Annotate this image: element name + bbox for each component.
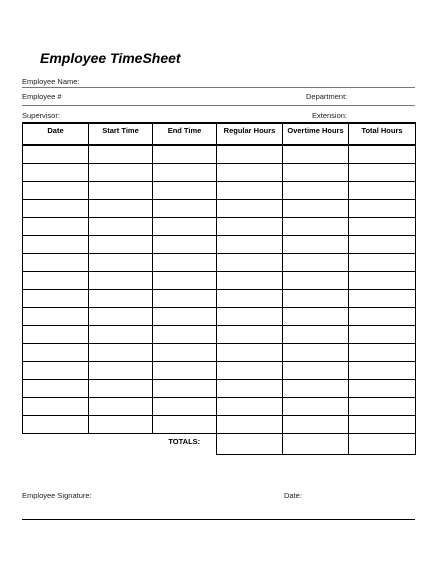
total-hours-cell[interactable] [349, 434, 416, 455]
total-hours-cell[interactable] [349, 416, 416, 434]
overtime-hours-cell[interactable] [283, 326, 349, 344]
total-hours-cell[interactable] [349, 164, 416, 182]
overtime-hours-cell[interactable] [283, 164, 349, 182]
table-row [23, 272, 416, 290]
end-time-cell[interactable] [153, 308, 217, 326]
end-time-cell[interactable] [153, 164, 217, 182]
date-cell[interactable] [23, 145, 89, 164]
date-cell[interactable] [23, 308, 89, 326]
end-time-cell[interactable] [153, 218, 217, 236]
total-hours-cell[interactable] [349, 236, 416, 254]
start-time-cell[interactable] [89, 182, 153, 200]
overtime-hours-cell[interactable] [283, 290, 349, 308]
totals-spacer [23, 434, 89, 455]
start-time-cell[interactable] [89, 362, 153, 380]
table-row [23, 398, 416, 416]
date-cell[interactable] [23, 398, 89, 416]
end-time-cell[interactable] [153, 290, 217, 308]
start-time-cell[interactable] [89, 380, 153, 398]
overtime-hours-cell[interactable] [283, 344, 349, 362]
timesheet-table [22, 122, 416, 455]
regular-hours-cell[interactable] [217, 326, 283, 344]
end-time-cell[interactable] [153, 182, 217, 200]
start-time-cell[interactable] [89, 145, 153, 164]
header-end-time: End Time [153, 123, 217, 145]
total-hours-cell[interactable] [349, 145, 416, 164]
end-time-cell[interactable] [153, 145, 217, 164]
table-row [23, 308, 416, 326]
total-hours-cell[interactable] [349, 218, 416, 236]
date-cell[interactable] [23, 380, 89, 398]
employee-number-label: Employee # [22, 92, 62, 101]
regular-hours-cell[interactable] [217, 398, 283, 416]
date-cell[interactable] [23, 218, 89, 236]
totals-spacer [89, 434, 153, 455]
total-hours-cell[interactable] [349, 362, 416, 380]
total-hours-cell[interactable] [349, 254, 416, 272]
table-row [23, 380, 416, 398]
supervisor-label: Supervisor: [22, 111, 60, 120]
page-title: Employee TimeSheet [40, 50, 181, 66]
start-time-cell[interactable] [89, 326, 153, 344]
total-overtime-hours-cell[interactable] [283, 434, 349, 455]
date-cell[interactable] [23, 182, 89, 200]
start-time-cell[interactable] [89, 218, 153, 236]
signature-line[interactable] [22, 519, 415, 520]
header-total-hours: Total Hours [349, 123, 416, 145]
start-time-cell[interactable] [89, 272, 153, 290]
end-time-cell[interactable] [153, 272, 217, 290]
date-cell[interactable] [23, 164, 89, 182]
start-time-cell[interactable] [89, 416, 153, 434]
employee-name-label: Employee Name: [22, 77, 80, 86]
regular-hours-cell[interactable] [217, 200, 283, 218]
start-time-cell[interactable] [89, 344, 153, 362]
department-label: Department: [306, 92, 348, 101]
totals-label: TOTALS: [168, 437, 201, 446]
overtime-hours-cell[interactable] [283, 308, 349, 326]
table-row [23, 236, 416, 254]
end-time-cell[interactable] [153, 398, 217, 416]
start-time-cell[interactable] [89, 200, 153, 218]
regular-hours-cell[interactable] [217, 380, 283, 398]
total-hours-cell[interactable] [349, 380, 416, 398]
regular-hours-cell[interactable] [217, 254, 283, 272]
overtime-hours-cell[interactable] [283, 416, 349, 434]
table-row [23, 416, 416, 434]
start-time-cell[interactable] [89, 236, 153, 254]
header-overtime-hours: Overtime Hours [283, 123, 349, 145]
date-label: Date: [284, 491, 302, 500]
total-hours-cell[interactable] [349, 344, 416, 362]
header-regular-hours: Regular Hours [217, 123, 283, 145]
header-date: Date [23, 123, 89, 145]
total-regular-hours-cell[interactable] [217, 434, 283, 455]
date-cell[interactable] [23, 344, 89, 362]
regular-hours-cell[interactable] [217, 344, 283, 362]
total-hours-cell[interactable] [349, 398, 416, 416]
date-cell[interactable] [23, 200, 89, 218]
table-header-row [23, 123, 416, 145]
date-cell[interactable] [23, 272, 89, 290]
regular-hours-cell[interactable] [217, 290, 283, 308]
end-time-cell[interactable] [153, 200, 217, 218]
date-cell[interactable] [23, 326, 89, 344]
totals-row [23, 434, 416, 455]
start-time-cell[interactable] [89, 308, 153, 326]
end-time-cell[interactable] [153, 380, 217, 398]
total-hours-cell[interactable] [349, 182, 416, 200]
table-row [23, 362, 416, 380]
overtime-hours-cell[interactable] [283, 236, 349, 254]
header-start-time: Start Time [89, 123, 153, 145]
overtime-hours-cell[interactable] [283, 362, 349, 380]
total-hours-cell[interactable] [349, 200, 416, 218]
overtime-hours-cell[interactable] [283, 254, 349, 272]
end-time-cell[interactable] [153, 416, 217, 434]
regular-hours-cell[interactable] [217, 308, 283, 326]
timesheet-body [23, 145, 416, 434]
table-row [23, 200, 416, 218]
table-row [23, 164, 416, 182]
regular-hours-cell[interactable] [217, 182, 283, 200]
total-hours-cell[interactable] [349, 272, 416, 290]
regular-hours-cell[interactable] [217, 145, 283, 164]
regular-hours-cell[interactable] [217, 416, 283, 434]
extension-label: Extension: [312, 111, 348, 120]
regular-hours-cell[interactable] [217, 362, 283, 380]
end-time-cell[interactable] [153, 326, 217, 344]
overtime-hours-cell[interactable] [283, 272, 349, 290]
employee-number-line[interactable] [22, 105, 415, 106]
table-row [23, 344, 416, 362]
overtime-hours-cell[interactable] [283, 398, 349, 416]
table-row [23, 254, 416, 272]
end-time-cell[interactable] [153, 344, 217, 362]
table-row [23, 182, 416, 200]
end-time-cell[interactable] [153, 362, 217, 380]
start-time-cell[interactable] [89, 254, 153, 272]
overtime-hours-cell[interactable] [283, 200, 349, 218]
regular-hours-cell[interactable] [217, 218, 283, 236]
date-cell[interactable] [23, 254, 89, 272]
employee-signature-label: Employee Signature: [22, 491, 92, 500]
end-time-cell[interactable] [153, 254, 217, 272]
overtime-hours-cell[interactable] [283, 380, 349, 398]
total-hours-cell[interactable] [349, 308, 416, 326]
end-time-cell[interactable] [153, 236, 217, 254]
start-time-cell[interactable] [89, 164, 153, 182]
table-row [23, 290, 416, 308]
date-cell[interactable] [23, 362, 89, 380]
start-time-cell[interactable] [89, 398, 153, 416]
start-time-cell[interactable] [89, 290, 153, 308]
date-cell[interactable] [23, 416, 89, 434]
regular-hours-cell[interactable] [217, 236, 283, 254]
overtime-hours-cell[interactable] [283, 218, 349, 236]
overtime-hours-cell[interactable] [283, 145, 349, 164]
table-row [23, 326, 416, 344]
table-row [23, 145, 416, 164]
regular-hours-cell[interactable] [217, 164, 283, 182]
overtime-hours-cell[interactable] [283, 182, 349, 200]
total-hours-cell[interactable] [349, 326, 416, 344]
regular-hours-cell[interactable] [217, 272, 283, 290]
total-hours-cell[interactable] [349, 290, 416, 308]
date-cell[interactable] [23, 290, 89, 308]
employee-name-line[interactable] [22, 87, 415, 88]
table-row [23, 218, 416, 236]
date-cell[interactable] [23, 236, 89, 254]
